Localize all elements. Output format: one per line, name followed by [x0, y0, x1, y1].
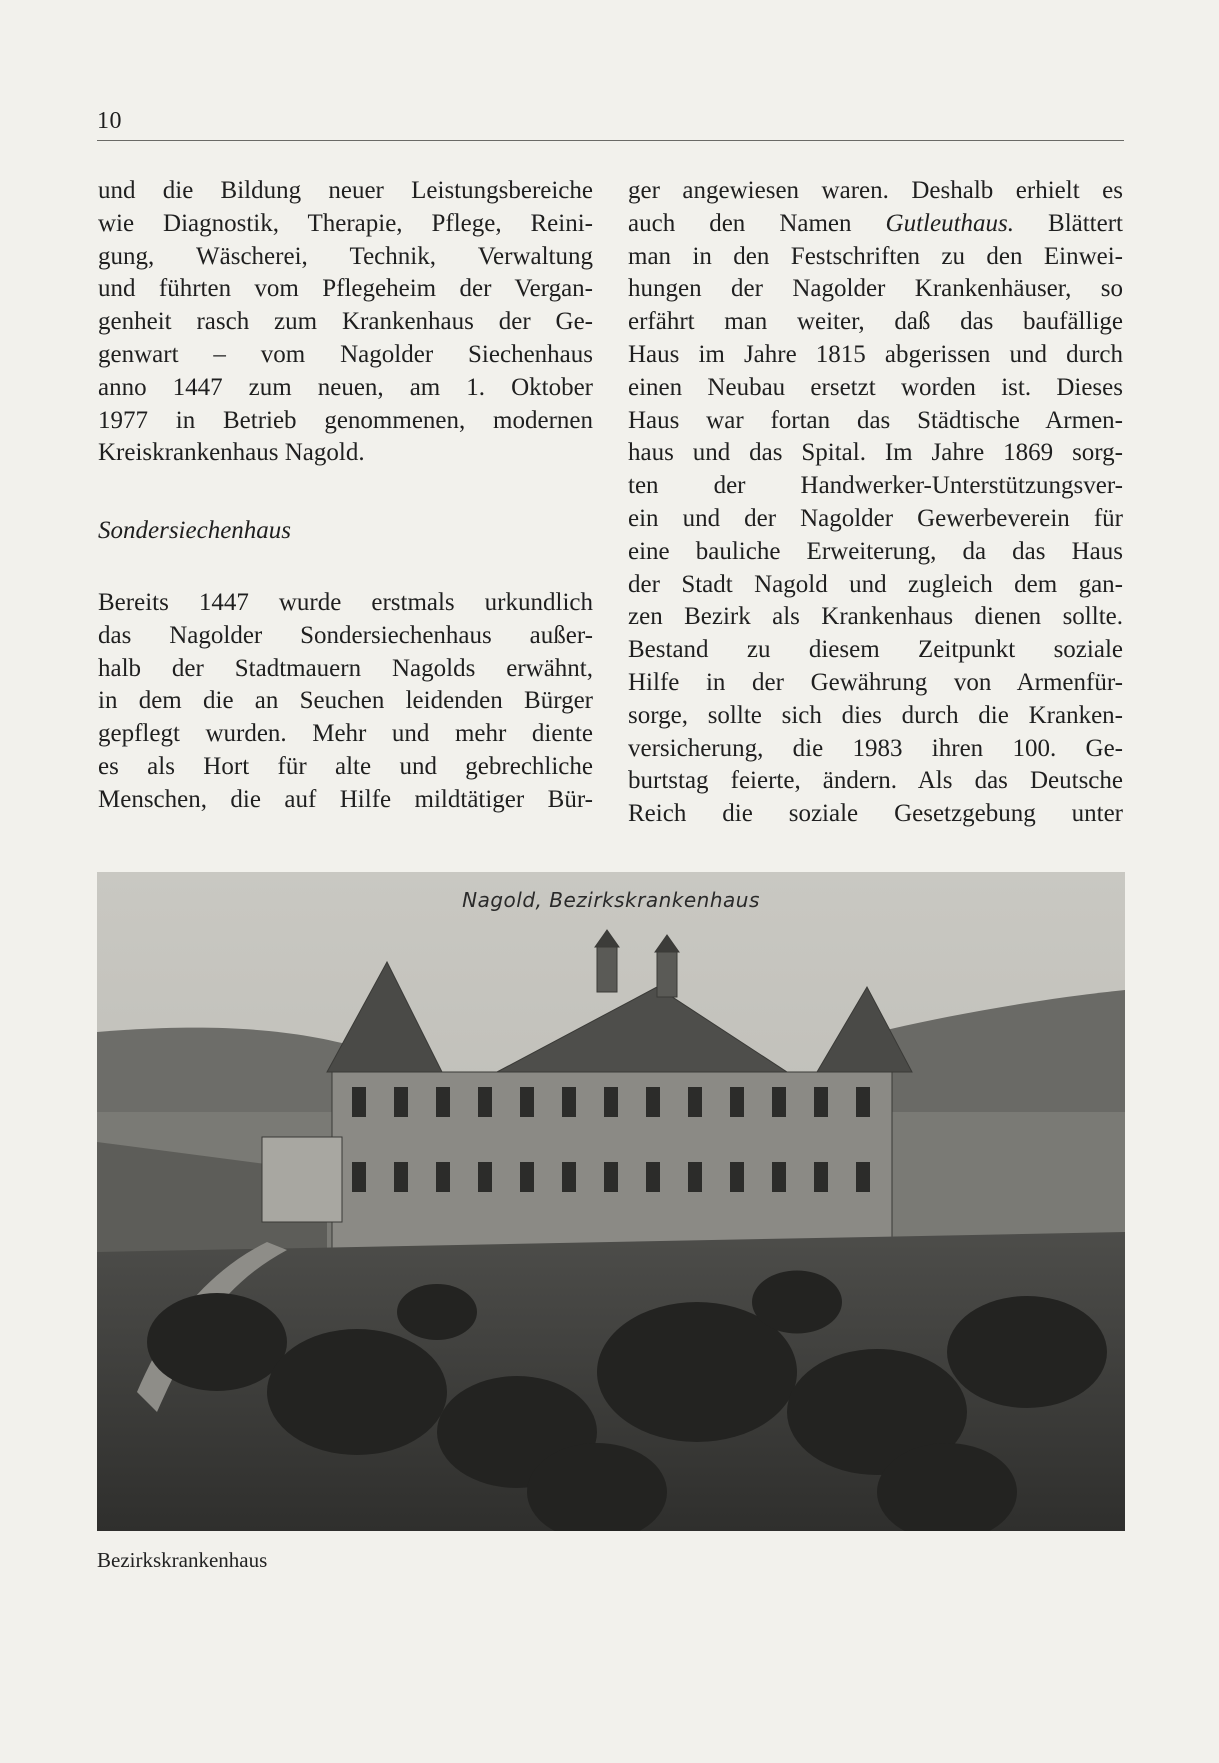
text-line: eine bauliche Erweiterung, da das Haus	[628, 537, 1123, 565]
postcard-title: Nagold, Bezirkskrankenhaus	[462, 888, 760, 912]
text-line: in dem die an Seuchen leidenden Bürger	[98, 687, 593, 715]
window	[352, 1162, 366, 1192]
text-line: zen Bezirk als Krankenhaus dienen sollte.	[628, 603, 1123, 631]
text-line: Haus war fortan das Städtische Armen-	[628, 406, 1123, 434]
text-line: genheit rasch zum Krankenhaus der Ge-	[98, 308, 593, 336]
window	[688, 1087, 702, 1117]
text-line: halb der Stadtmauern Nagolds erwähnt,	[98, 654, 593, 682]
text-line: Reich die soziale Gesetzgebung unter	[628, 800, 1123, 828]
window	[646, 1087, 660, 1117]
text-line: das Nagolder Sondersiechenhaus außer-	[98, 621, 593, 649]
window	[562, 1162, 576, 1192]
text-line: und führten vom Pflegeheim der Vergan-	[98, 275, 593, 303]
section-heading: Sondersiechenhaus	[98, 517, 292, 545]
text-line: ein und der Nagolder Gewerbeverein für	[628, 504, 1123, 532]
text-line: man in den Festschriften zu den Einwei-	[628, 242, 1123, 270]
text-line: gung, Wäscherei, Technik, Verwaltung	[98, 242, 593, 270]
text-run: Blättert	[1014, 209, 1123, 237]
text-line: Menschen, die auf Hilfe mildtätiger Bür-	[98, 785, 593, 813]
window	[520, 1162, 534, 1192]
shrub	[267, 1329, 447, 1455]
paragraph-sondersiechenhaus	[98, 587, 593, 817]
text-line: 1977 in Betrieb genommenen, modernen	[98, 406, 593, 434]
text-line: versicherung, die 1983 ihren 100. Ge-	[628, 734, 1123, 762]
left-column	[98, 175, 593, 817]
window	[772, 1162, 786, 1192]
figure-caption: Bezirkskrankenhaus	[97, 1548, 268, 1572]
hospital-building-illustration	[97, 872, 1125, 1531]
window	[604, 1162, 618, 1192]
right-column	[628, 175, 1123, 831]
text-line: einen Neubau ersetzt worden ist. Dieses	[628, 373, 1123, 401]
shrub	[752, 1271, 842, 1334]
text-line: Kreiskrankenhaus Nagold.	[98, 439, 365, 467]
text-line: Bereits 1447 wurde erstmals urkundlich	[98, 588, 593, 616]
shrub	[147, 1293, 287, 1391]
text-line: sorge, sollte sich dies durch die Kranken-	[628, 701, 1123, 729]
window	[562, 1087, 576, 1117]
header-rule	[97, 140, 1124, 141]
text-line: anno 1447 zum neuen, am 1. Oktober	[98, 373, 593, 401]
window	[688, 1162, 702, 1192]
turret-left	[597, 947, 617, 992]
window	[856, 1162, 870, 1192]
window	[646, 1162, 660, 1192]
window	[730, 1087, 744, 1117]
window	[604, 1087, 618, 1117]
text-line: der Stadt Nagold und zugleich dem gan-	[628, 570, 1123, 598]
text-line: ten der Handwerker-Unterstützungsver-	[628, 472, 1123, 500]
window	[814, 1087, 828, 1117]
paragraph-intro	[98, 175, 593, 470]
veranda	[262, 1137, 342, 1222]
text-line: Haus im Jahre 1815 abgerissen und durch	[628, 340, 1123, 368]
emphasis-gutleuthaus: Gutleuthaus.	[885, 209, 1014, 237]
turret-right	[657, 952, 677, 997]
window	[394, 1087, 408, 1117]
window	[352, 1087, 366, 1117]
text-line: und die Bildung neuer Leistungsbereiche	[98, 177, 593, 204]
shrub	[947, 1296, 1107, 1408]
text-run: auch den Namen	[628, 209, 886, 237]
text-line: haus und das Spital. Im Jahre 1869 sorg-	[628, 439, 1123, 467]
text-line: Hilfe in der Gewährung von Armenfür-	[628, 668, 1123, 696]
text-line: erfährt man weiter, daß das baufällige	[628, 308, 1123, 336]
text-line: Bestand zu diesem Zeitpunkt soziale	[628, 636, 1123, 664]
window	[436, 1087, 450, 1117]
historic-photo	[97, 872, 1125, 1531]
shrub	[397, 1284, 477, 1340]
text-line: genwart – vom Nagolder Siechenhaus	[98, 340, 593, 368]
window	[478, 1087, 492, 1117]
window	[772, 1087, 786, 1117]
page-number: 10	[97, 108, 122, 134]
window	[436, 1162, 450, 1192]
window	[730, 1162, 744, 1192]
window	[814, 1162, 828, 1192]
window	[856, 1087, 870, 1117]
window	[394, 1162, 408, 1192]
text-line	[628, 208, 1123, 241]
text-line: ger angewiesen waren. Deshalb erhielt es	[628, 177, 1123, 204]
text-line: hungen der Nagolder Krankenhäuser, so	[628, 275, 1123, 303]
text-line: burtstag feierte, ändern. Als das Deutsche	[628, 767, 1123, 795]
window	[478, 1162, 492, 1192]
text-line: wie Diagnostik, Therapie, Pflege, Reini-	[98, 209, 593, 237]
text-line: es als Hort für alte und gebrechliche	[98, 752, 593, 780]
window	[520, 1087, 534, 1117]
text-line: gepflegt wurden. Mehr und mehr diente	[98, 720, 593, 748]
